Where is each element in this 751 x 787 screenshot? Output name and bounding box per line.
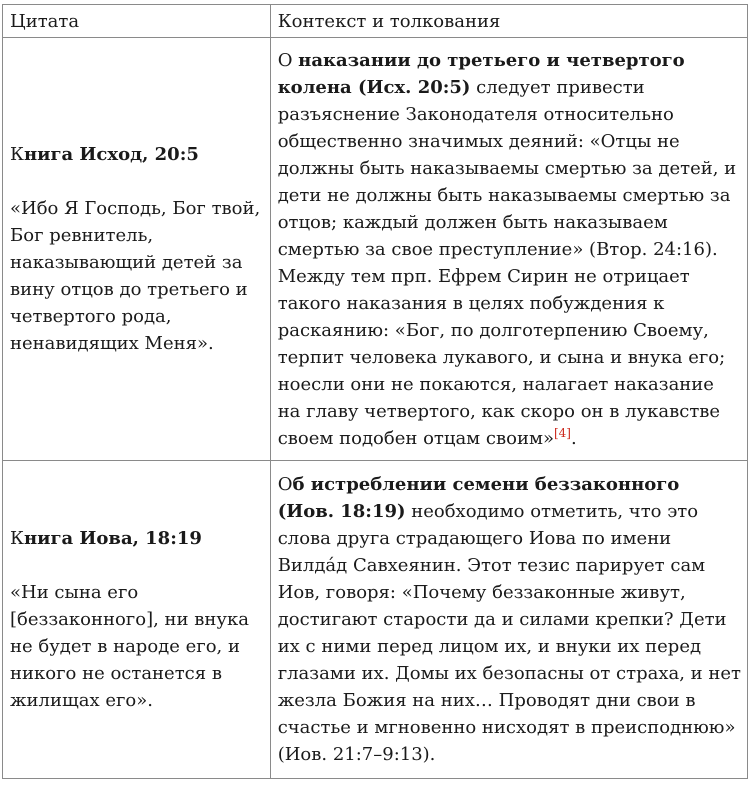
table-header-row	[3, 5, 748, 38]
scripture-reference	[10, 525, 264, 552]
context-topic: наказании до третьего и четвертого колена (Исх. 20:5)	[277, 49, 685, 98]
context-end: .	[570, 427, 577, 449]
table-row	[3, 461, 748, 779]
context-initial: О	[277, 474, 293, 495]
commentary-table	[2, 4, 748, 779]
quote-cell	[3, 461, 271, 779]
quote-cell	[3, 38, 271, 461]
reference-initial: К	[10, 528, 24, 549]
reference-text: нига Иова, 18:19	[23, 528, 202, 549]
context-initial: О	[277, 49, 299, 71]
context-text: необходимо отметить, что это слова друга страдающего Иова по имени Вилда́д Савхеянин. Этот тезис парирует сам Иов, говоря: «Почему беззаконные живут, достигают старости да и силами крепки? Дети их с ними перед лицом их, и внуки их перед глазами их. Домы их безопасны от страха, и нет жезла Божия на них… Проводят дни свои в счастье и мгновенно нисходят в преисподнюю» (Иов. 21:7–9:13).	[277, 501, 741, 765]
table-row	[3, 38, 748, 461]
context-text: следует привести разъяснение Законодателя относительно общественно значимых деяний: «Отцы не должны быть наказываемы смертью за детей, и дети не должны быть наказываемы смертью за отцов; каждый должен быть наказываем смертью за свое преступление» (Втор. 24:16). Между тем прп. Ефрем Сирин не отрицает такого наказания в целях побуждения к раскаянию: «Бог, по долготерпению Своему, терпит человека лукавого, и сына и внука его; ноесли они не покаются, налагает наказание на главу четвертого, как скоро он в лукавстве своем подобен отцам своим»	[277, 76, 737, 449]
reference-text: нига Исход, 20:5	[23, 144, 199, 165]
footnote-link[interactable]: [4]	[553, 425, 571, 440]
reference-initial: К	[10, 144, 24, 165]
context-topic: б истреблении семени беззаконного (Иов. 18:19)	[277, 474, 680, 522]
context-cell	[270, 38, 747, 461]
header-context: Контекст и толкования	[270, 5, 747, 38]
header-quote: Цитата	[3, 5, 271, 38]
context-cell	[270, 461, 747, 779]
scripture-quote: «Ни сына его [беззаконного], ни внука не будет в народе его, и никого не останется в жилищах его».	[10, 582, 249, 711]
scripture-reference	[10, 141, 264, 168]
scripture-quote: «Ибо Я Господь, Бог твой, Бог ревнитель, наказывающий детей за вину отцов до третьего и четвертого рода, ненавидящих Меня».	[10, 198, 261, 354]
